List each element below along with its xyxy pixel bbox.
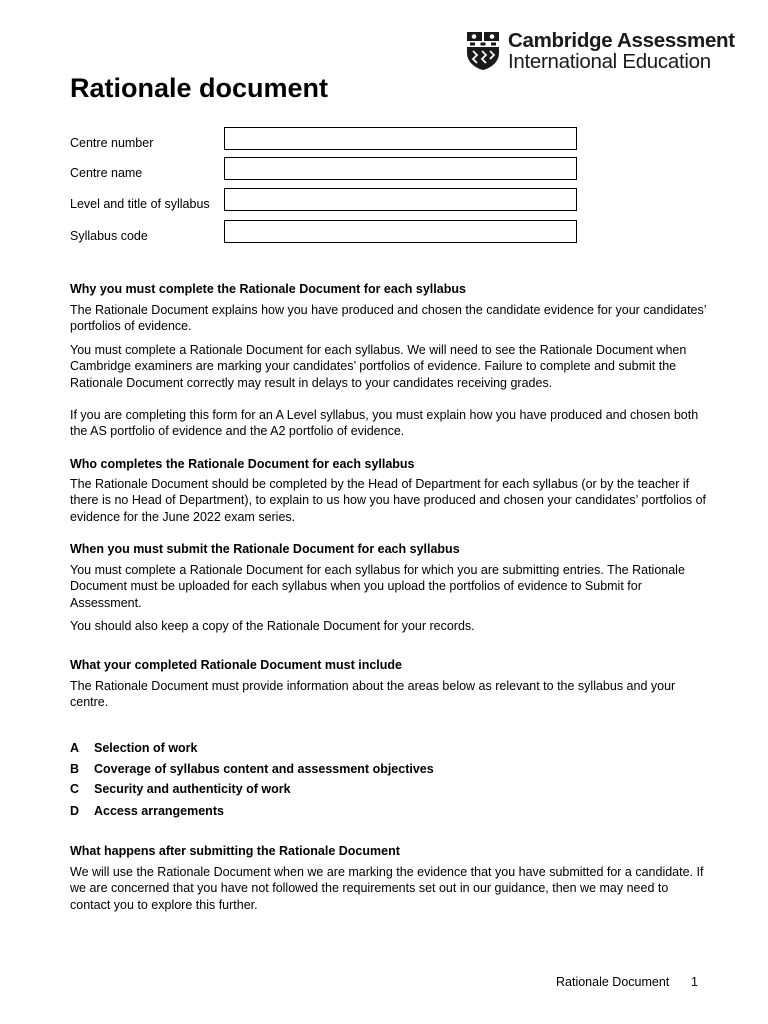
- list-item-letter: B: [70, 762, 80, 776]
- list-item-text: Security and authenticity of work: [94, 782, 291, 796]
- syllabus-code-field[interactable]: [224, 220, 577, 243]
- centre-name-field[interactable]: [224, 157, 577, 180]
- centre-name-label: Centre name: [70, 166, 143, 180]
- page-number: 1: [691, 975, 698, 989]
- why-paragraph-2: You must complete a Rationale Document for each syllabus. We will need to see the Rationale Document when Cambridge examiners are marking your candidates’ portfolios of evidence. Failure to complete and submit the Rationale Document correctly may result in delays to your candidates receiving grades.: [70, 343, 687, 390]
- brand-line1: Cambridge Assessment: [508, 29, 735, 52]
- centre-number-field[interactable]: [224, 127, 577, 150]
- after-heading: What happens after submitting the Rationale Document: [70, 844, 400, 858]
- brand-name: [508, 30, 735, 72]
- centre-number-label: Centre number: [70, 136, 154, 150]
- list-item-text: Coverage of syllabus content and assessment objectives: [94, 762, 434, 776]
- list-item: [70, 804, 224, 818]
- list-item-text: Access arrangements: [94, 804, 224, 818]
- list-item: [70, 762, 434, 776]
- who-heading: Who completes the Rationale Document for each syllabus: [70, 457, 415, 471]
- list-item: [70, 741, 198, 755]
- footer-label: Rationale Document: [556, 975, 670, 989]
- after-paragraph-1: We will use the Rationale Document when we are marking the evidence that you have submitted for a candidate. If we are concerned that you have not followed the requirements set out in our guidance, then we may need to contact you to explore this further.: [70, 865, 704, 912]
- what-heading: What your completed Rationale Document must include: [70, 658, 402, 672]
- who-paragraph-1: The Rationale Document should be completed by the Head of Department for each syllabus (or by the teacher if there is no Head of Department), to explain to us how you have produced and chosen your candidates’ portfolios of evidence for the June 2022 exam series.: [70, 477, 707, 524]
- when-heading: When you must submit the Rationale Document for each syllabus: [70, 542, 460, 556]
- page-title: Rationale document: [70, 73, 329, 103]
- what-paragraph-1: The Rationale Document must provide information about the areas below as relevant to the syllabus and your centre.: [70, 679, 676, 710]
- list-item-letter: C: [70, 782, 80, 796]
- syllabus-title-field[interactable]: [224, 188, 577, 211]
- when-paragraph-1: You must complete a Rationale Document for each syllabus for which you are submitting entries. The Rationale Document must be uploaded for each syllabus when you upload the portfolios of evidence to Submit for Assessment.: [70, 563, 685, 610]
- when-paragraph-2: You should also keep a copy of the Rationale Document for your records.: [70, 619, 475, 633]
- why-paragraph-1: The Rationale Document explains how you have produced and chosen the candidate evidence for your candidates’ portfolios of evidence.: [70, 303, 707, 334]
- list-item-letter: D: [70, 804, 80, 818]
- syllabus-code-label: Syllabus code: [70, 229, 148, 243]
- list-item-text: Selection of work: [94, 741, 198, 755]
- list-item-letter: A: [70, 741, 80, 755]
- why-heading: Why you must complete the Rationale Document for each syllabus: [70, 282, 466, 296]
- brand-logo: [466, 30, 735, 72]
- syllabus-title-label: Level and title of syllabus: [70, 197, 210, 211]
- why-paragraph-3: If you are completing this form for an A Level syllabus, you must explain how you have produced and chosen both the AS portfolio of evidence and the A2 portfolio of evidence.: [70, 408, 699, 439]
- list-item: [70, 782, 291, 796]
- brand-line2: International Education: [508, 50, 711, 73]
- cambridge-crest-icon: [466, 31, 500, 71]
